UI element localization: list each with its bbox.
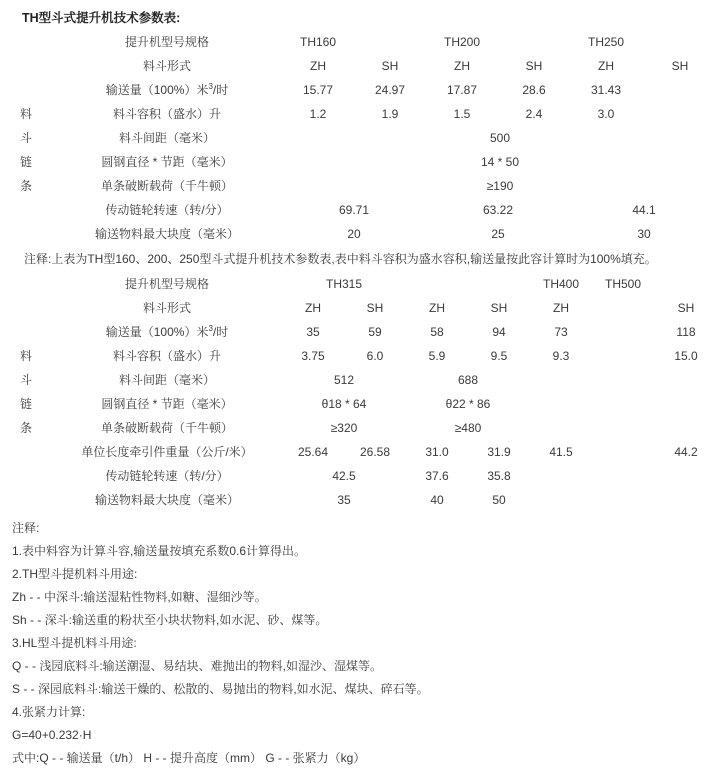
cell-value: SH	[671, 58, 689, 73]
row-label: 单条破断载荷（千牛顿）	[100, 178, 233, 193]
cell-value: 94	[492, 324, 506, 339]
row-side-label: 链	[19, 396, 32, 411]
notes-heading: 注释:	[12, 521, 40, 535]
cell-value: ZH	[553, 300, 569, 315]
table-row	[0, 78, 718, 102]
cell-value: θ18 * 64	[321, 396, 367, 411]
table-row	[0, 296, 718, 320]
cell-value: 1.9	[381, 106, 399, 121]
row-side-label: 料	[19, 348, 32, 363]
cell-value: TH400	[542, 276, 580, 291]
table-row	[0, 440, 718, 464]
cell-value	[530, 416, 718, 440]
row-side-label	[0, 464, 52, 488]
row-side-label: 斗	[19, 372, 32, 387]
row-side-label: 条	[19, 420, 32, 435]
cell-value: 15.0	[674, 348, 698, 363]
cell-value: 25.64	[297, 444, 329, 459]
cell-value: 25	[491, 226, 505, 241]
middle-note: 注释:上表为TH型160、200、250型斗式提升机技术参数表,表中料斗容积为盛水容积,输送量按此容计算时为100%填充。	[24, 252, 657, 266]
row-side-label	[0, 78, 52, 102]
cell-value: 688	[457, 372, 479, 387]
cell-value: 3.75	[301, 348, 325, 363]
cell-value	[642, 78, 718, 102]
cell-value: 20	[347, 226, 361, 241]
row-side-label: 条	[19, 178, 32, 193]
cell-value: SH	[677, 300, 695, 315]
cell-value: 35	[306, 324, 320, 339]
cell-value	[654, 464, 718, 488]
cell-value: 512	[333, 372, 355, 387]
cell-value: 35.8	[487, 468, 511, 483]
row-label: 传动链轮转速（转/分）	[105, 202, 229, 217]
cell-value: ZH	[305, 300, 321, 315]
note-item: S - - 深园底料斗:输送干燥的、松散的、易抛出的物料,如水泥、煤块、碎石等。	[12, 682, 429, 696]
cell-value: 5.9	[428, 348, 446, 363]
cell-value: TH160	[299, 34, 337, 49]
row-side-label	[0, 488, 52, 512]
cell-value: 37.6	[425, 468, 449, 483]
cell-value: 50	[492, 492, 506, 507]
row-side-label: 链	[19, 154, 32, 169]
spec-table-1	[0, 30, 718, 246]
page-title: TH型斗式提升机技术参数表:	[22, 11, 181, 25]
cell-value: TH250	[587, 34, 625, 49]
row-label: 单位长度牵引件重量（公斤/米）	[81, 444, 253, 459]
cell-value	[654, 272, 718, 296]
row-label: 料斗间距（毫米）	[118, 130, 215, 145]
notes-section	[0, 512, 718, 770]
cell-value: ≥190	[486, 178, 514, 193]
note-item: Q - - 浅园底料斗:输送潮湿、易结块、难抛出的物料,如湿沙、湿煤等。	[12, 659, 382, 673]
cell-value: 59	[368, 324, 382, 339]
spec-table-2	[0, 272, 718, 512]
cell-value: 26.58	[359, 444, 391, 459]
table-row	[0, 126, 718, 150]
table-row	[0, 30, 718, 54]
row-side-label	[0, 272, 52, 296]
cell-value: ZH	[598, 58, 614, 73]
table-row	[0, 150, 718, 174]
cell-value	[592, 488, 654, 512]
table-row	[0, 488, 718, 512]
cell-value: SH	[525, 58, 543, 73]
cell-value: 69.71	[338, 202, 370, 217]
row-label: 圆钢直径 * 节距（毫米）	[101, 396, 233, 411]
cell-value	[530, 464, 592, 488]
cell-value: ZH	[429, 300, 445, 315]
cell-value	[592, 344, 654, 368]
note-item: Zh - - 中深斗:输送湿粘性物料,如糖、湿细沙等。	[12, 590, 267, 604]
cell-value: ZH	[310, 58, 326, 73]
cell-value: 2.4	[525, 106, 543, 121]
row-label: 料斗形式	[142, 58, 191, 73]
cell-value: 31.0	[425, 444, 449, 459]
cell-value: ≥320	[330, 420, 358, 435]
cell-value: 118	[676, 324, 696, 339]
row-label: 输送物料最大块度（毫米）	[94, 226, 239, 241]
table-row	[0, 102, 718, 126]
row-label: 传动链轮转速（转/分）	[105, 468, 229, 483]
cell-value: 17.87	[446, 82, 478, 97]
row-label: 提升机型号规格	[124, 34, 209, 49]
cell-value: 6.0	[366, 348, 384, 363]
cell-value: 31.9	[487, 444, 511, 459]
cell-value: 9.5	[490, 348, 508, 363]
table-row	[0, 464, 718, 488]
note-item: Sh - - 深斗:输送重的粉状至小块状物料,如水泥、砂、煤等。	[12, 613, 328, 627]
cell-value: 28.6	[522, 82, 546, 97]
table-row	[0, 368, 718, 392]
note-item: G=40+0.232·H	[12, 728, 92, 742]
row-label: 输送物料最大块度（毫米）	[94, 492, 239, 507]
row-side-label	[0, 222, 52, 246]
cell-value: 73	[554, 324, 568, 339]
note-item: 式中:Q - - 输送量（t/h） H - - 提升高度（mm） G - - 张紧力（kg）	[12, 751, 366, 765]
table-row	[0, 54, 718, 78]
cell-value	[406, 272, 468, 296]
cell-value: 44.1	[632, 202, 656, 217]
cell-value	[468, 272, 530, 296]
cell-value: TH500	[604, 276, 642, 291]
cell-value: SH	[366, 300, 384, 315]
cell-value: 15.77	[302, 82, 334, 97]
cell-value: TH200	[443, 34, 481, 49]
cell-value: SH	[381, 58, 399, 73]
table-row	[0, 416, 718, 440]
row-side-label	[0, 296, 52, 320]
cell-value: 44.2	[674, 444, 698, 459]
cell-value: 1.5	[453, 106, 471, 121]
cell-value	[498, 30, 570, 54]
cell-value	[642, 102, 718, 126]
cell-value: 42.5	[332, 468, 356, 483]
cell-value: 1.2	[309, 106, 327, 121]
cell-value	[530, 368, 718, 392]
cell-value: 3.0	[597, 106, 615, 121]
table-row	[0, 272, 718, 296]
row-label: 料斗间距（毫米）	[118, 372, 215, 387]
row-label: 提升机型号规格	[124, 276, 209, 291]
row-side-label	[0, 30, 52, 54]
table-row	[0, 320, 718, 344]
cell-value: ≥480	[454, 420, 482, 435]
note-item: 4.张紧力计算:	[12, 705, 86, 719]
cell-value: 31.43	[590, 82, 622, 97]
cell-value	[530, 488, 592, 512]
note-item: 2.TH型斗提机料斗用途:	[12, 567, 138, 581]
cell-value	[354, 30, 426, 54]
row-label: 输送量（100%）米$^3$/时	[105, 81, 229, 97]
row-side-label	[0, 54, 52, 78]
row-label: 单条破断载荷（千牛顿）	[100, 420, 233, 435]
table-row	[0, 392, 718, 416]
cell-value: 35	[337, 492, 351, 507]
table-row	[0, 344, 718, 368]
cell-value: TH315	[325, 276, 363, 291]
row-side-label	[0, 320, 52, 344]
cell-value	[530, 392, 718, 416]
row-label: 圆钢直径 * 节距（毫米）	[101, 154, 233, 169]
cell-value	[592, 296, 654, 320]
row-side-label	[0, 440, 52, 464]
row-side-label: 斗	[19, 130, 32, 145]
row-side-label	[0, 198, 52, 222]
note-item: 3.HL型斗提机料斗用途:	[12, 636, 137, 650]
row-label: 料斗容积（盛水）升	[112, 106, 221, 121]
cell-value: 41.5	[549, 444, 573, 459]
cell-value: 58	[430, 324, 444, 339]
row-label: 料斗形式	[142, 300, 191, 315]
cell-value	[592, 320, 654, 344]
table-row	[0, 174, 718, 198]
cell-value: 500	[489, 130, 511, 145]
cell-value	[654, 488, 718, 512]
row-side-label: 料	[19, 106, 32, 121]
cell-value	[642, 30, 718, 54]
table-row	[0, 222, 718, 246]
cell-value: 24.97	[374, 82, 406, 97]
row-label: 料斗容积（盛水）升	[112, 348, 221, 363]
table-row	[0, 198, 718, 222]
cell-value	[592, 440, 654, 464]
cell-value: ZH	[454, 58, 470, 73]
note-item: 1.表中料容为计算斗容,输送量按填充系数0.6计算得出。	[12, 544, 307, 558]
row-label: 输送量（100%）米$^3$/时	[105, 323, 229, 339]
cell-value: 63.22	[482, 202, 514, 217]
cell-value: 14 * 50	[480, 154, 520, 169]
cell-value: 40	[430, 492, 444, 507]
cell-value: 30	[637, 226, 651, 241]
cell-value	[592, 464, 654, 488]
cell-value: SH	[490, 300, 508, 315]
cell-value: 9.3	[552, 348, 570, 363]
cell-value: θ22 * 86	[445, 396, 491, 411]
